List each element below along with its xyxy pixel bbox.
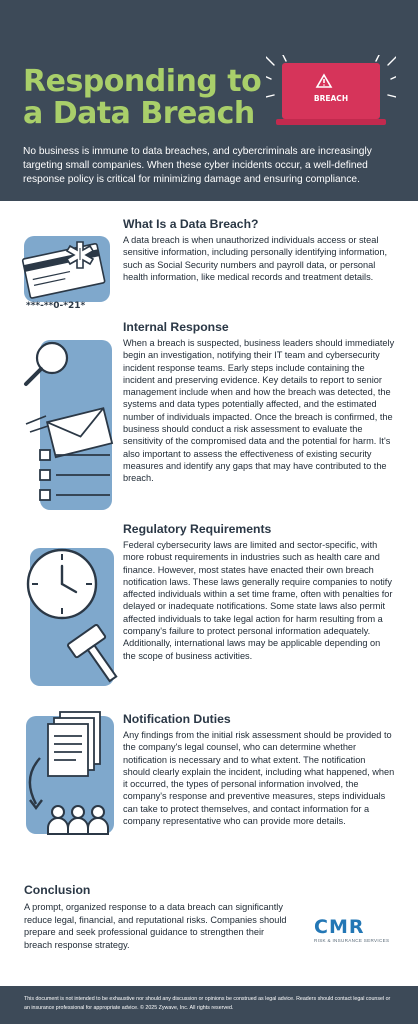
section-body-notification: Any findings from the initial risk assessment should be provided to the company's legal counsel, who can determine whether notification is necessary and to what extent. The notification should clearly explain the incident, including what happened, when it occurred, the types of personal information involved, the company's response and preventive measures, steps individuals can take to protect themselves, and contact information for a company representative who can provide more details. — [123, 730, 395, 827]
section-title-internal-response: Internal Response — [123, 320, 229, 334]
logo-tagline: RISK & INSURANCE SERVICES — [314, 938, 390, 943]
section-title-notification: Notification Duties — [123, 712, 231, 726]
medical-card-icon — [20, 232, 120, 312]
company-logo — [314, 917, 394, 943]
section-title-what-is: What Is a Data Breach? — [123, 217, 259, 231]
title-line-1: Responding to — [23, 64, 262, 99]
title-line-2: a Data Breach — [23, 96, 255, 131]
laptop-breach-icon — [266, 55, 396, 135]
card-number-text: ***-**0-*21* — [26, 301, 86, 311]
section-title-regulatory: Regulatory Requirements — [123, 522, 272, 536]
footer-disclaimer: This document is not intended to be exhaustive nor should any discussion or opinions be construed as legal advice. Readers should contact legal counsel or an insurance professional for appropriate advice. © 2025 Zywave, Inc. All rights reserved. — [24, 996, 391, 1011]
laptop-breach-label: BREACH — [313, 94, 349, 103]
conclusion-title: Conclusion — [24, 883, 91, 897]
header-banner — [0, 0, 418, 201]
logo-name: CMR — [314, 916, 365, 938]
documents-people-icon — [16, 708, 120, 848]
clock-gavel-icon — [16, 542, 120, 692]
conclusion-body: A prompt, organized response to a data breach can significantly reduce legal, financial, and reputational risks. Companies should prepare and seek professional guidance to strengthen their breach response strategy. — [24, 902, 287, 950]
section-body-regulatory: Federal cybersecurity laws are limited and sector-specific, with more robust requirements in industries such as health care and finance. However, most states have enacted their own breach notification laws. These laws generally require companies to notify affected individuals within a set time frame, often with penalties for delayed or inadequate notifications. Some state laws also permit affected individuals to take legal action for harm resulting from a company's failure to protect personal information adequately. Additionally, international laws may be applicable depending on the scope of business activities. — [123, 540, 393, 661]
section-body-internal-response: When a breach is suspected, business leaders should immediately begin an investigation, notifying their IT team and cybersecurity incident response teams. Early steps include containing the incident and preserving evidence. Key details to report to senior management include when and how the breach was detected, the systems and data types potentially affected, and the estimated number of individuals impacted. Once the breach is confirmed, the business should conduct a risk assessment to evaluate the sensitivity of the compromised data and the potential for harm. It's also important to assess the effectiveness of existing security measures and identify any gaps that may have contributed to the breach. — [123, 338, 395, 484]
section-body-what-is: A data breach is when unauthorized individuals access or steal sensitive information, including personally identifying information, such as Social Security numbers and payroll data, or personal health information, like medical records and treatment details. — [123, 235, 388, 282]
page-title — [23, 66, 261, 130]
magnifier-envelope-checklist-icon — [20, 338, 120, 518]
footer-bar — [0, 986, 418, 1024]
intro-text: No business is immune to data breaches, and cybercriminals are increasingly targeting small companies. When these cyber incidents occur, a well-defined response policy is critical for minimizing damage and ensuring compliance. — [23, 146, 372, 185]
